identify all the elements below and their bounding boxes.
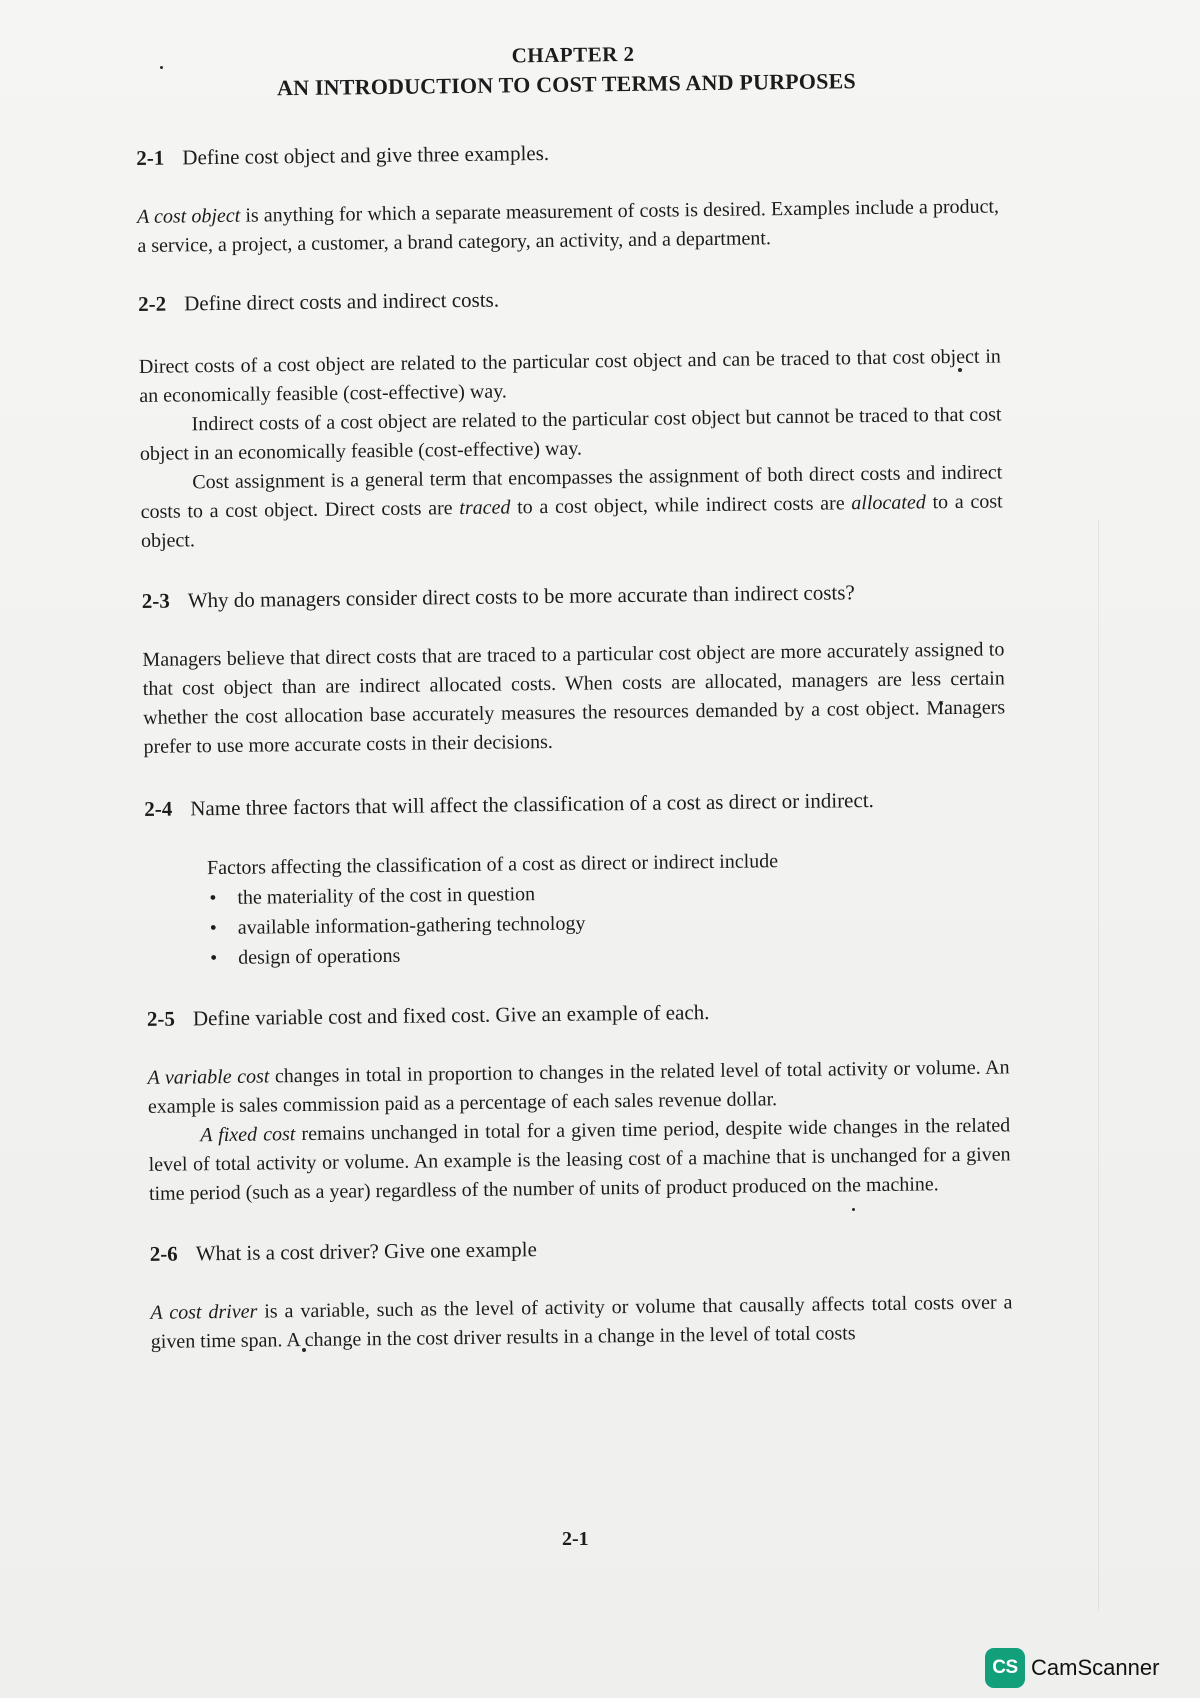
answer-2-3: Managers believe that direct costs that are traced to a particular cost object are more accurately assigned to that cost object than are indirect allocated costs. When costs are allocated, managers are less certain whether the cost allocation base accurately measures the resources demanded by a cost object. Managers prefer to use more accurate costs in their decisions. — [142, 638, 1006, 758]
question-text: What is a cost driver? Give one example — [195, 1237, 537, 1266]
answer-fixed-cost — [148, 1111, 1011, 1209]
term-allocated: allocated — [851, 491, 926, 515]
answer-text: is a variable, such as the level of activity or volume that causally affects total costs over a given time span. A change in the cost driver results in a change in the level of total costs — [150, 1291, 1013, 1353]
page-number: 2-1 — [562, 1528, 589, 1550]
page-content — [135, 37, 1013, 1356]
list-item: • the materiality of the cost in question — [207, 873, 1007, 913]
term-cost-driver: A cost driver — [150, 1300, 258, 1324]
term-variable-cost: A variable cost — [147, 1065, 270, 1089]
question-2-4 — [144, 783, 1006, 824]
chapter-title: AN INTRODUCTION TO COST TERMS AND PURPOSES — [276, 68, 857, 101]
answer-text: to a cost object, while indirect costs are — [510, 492, 852, 519]
answer-2-1 — [137, 192, 1000, 261]
answer-text: Cost assignment is a general term that encompasses the assignment of both direct costs and indirect costs to a cost object. Direct costs are — [140, 461, 1003, 523]
answer-text: to a cost object. — [140, 490, 1003, 552]
question-2-1 — [136, 132, 998, 173]
chapter-number: CHAPTER 2 — [511, 41, 635, 68]
factor-list — [207, 873, 1008, 973]
answer-direct-costs: Direct costs of a cost object are related to the particular cost object and can be traced to that cost object in an economically feasible (cost-effective) way. — [138, 345, 1001, 407]
list-item: • design of operations — [208, 933, 1008, 973]
question-text: Define cost object and give three examples. — [182, 140, 550, 170]
camscanner-logo-icon: CS — [985, 1648, 1025, 1688]
question-number: 2-1 — [136, 145, 165, 170]
answer-2-6 — [150, 1288, 1013, 1357]
answer-2-4 — [207, 843, 1008, 973]
list-intro: Factors affecting the classification of a cost as direct or indirect include — [206, 850, 779, 880]
term-cost-object: A cost object — [136, 204, 241, 228]
camscanner-watermark — [985, 1646, 1159, 1690]
question-number: 2-2 — [137, 291, 167, 316]
question-text: Why do managers consider direct costs to be more accurate than indirect costs? — [187, 580, 855, 613]
answer-variable-cost — [147, 1053, 1010, 1122]
answer-cost-assignment — [140, 458, 1003, 556]
question-text: Define variable cost and fixed cost. Give an example of each. — [192, 1000, 710, 1031]
question-number: 2-5 — [146, 1006, 176, 1031]
answer-text: remains unchanged in total for a given time period, despite wide changes in the related level of total activity or volume. An example is the leasing cost of a machine that is unchanged for a given time period (such as a year) regardless of the number of units of product produced on the machine. — [148, 1114, 1011, 1205]
question-text: Name three factors that will affect the classification of a cost as direct or indirect. — [190, 788, 874, 821]
page-edge-shadow — [1098, 520, 1099, 1610]
camscanner-brand: CamScanner — [1031, 1655, 1160, 1680]
term-traced: traced — [459, 496, 511, 520]
question-number: 2-6 — [149, 1241, 178, 1266]
question-2-6 — [150, 1228, 1012, 1269]
question-number: 2-4 — [144, 796, 173, 821]
question-2-2 — [138, 278, 1000, 319]
question-2-5 — [147, 993, 1009, 1034]
question-2-3 — [142, 575, 1004, 616]
answer-indirect-costs: Indirect costs of a cost object are related to the particular cost object but cannot be traced to that cost object in an economically feasible (cost-effective) way. — [139, 403, 1002, 465]
list-item: • available information-gathering technology — [208, 903, 1008, 943]
answer-text: changes in total in proportion to changes in the related level of total activity or volume. An example is sales commission paid as a percentage of each sales revenue dollar. — [147, 1056, 1010, 1118]
question-text: Define direct costs and indirect costs. — [183, 287, 500, 316]
answer-text: is anything for which a separate measurement of costs is desired. Examples include a product, a service, a project, a customer, a brand category, an activity, and a department. — [137, 195, 1000, 257]
question-number: 2-3 — [141, 588, 170, 613]
term-fixed-cost: A fixed cost — [200, 1123, 296, 1147]
